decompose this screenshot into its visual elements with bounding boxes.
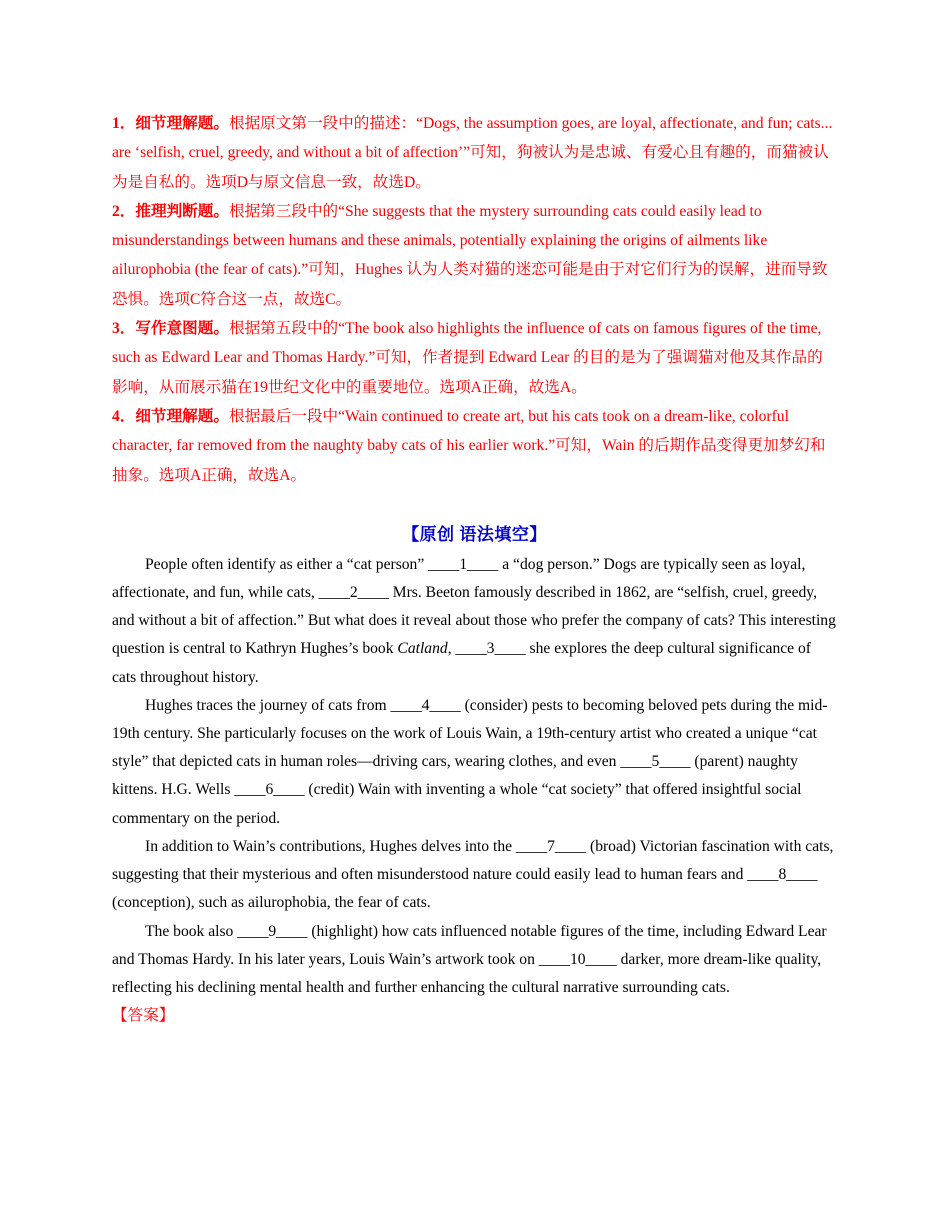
explanation-text: 根据第三段中的“She suggests that the mystery surrounding cats could easily lead to misunderstandings between humans and these animals, potentially explaining the origins of ailments like ailurophobia (the fear of cats).”可知，Hughes 认为人类对猫的迷恋可能是由于对它们行为的误解，进而导致恐惧。选项C符合这一点，故选C。 bbox=[112, 202, 828, 308]
passage-paragraph-2: Hughes traces the journey of cats from ____4____ (consider) pests to becoming beloved pets during the mid-19th century. She particularly focuses on the work of Louis Wain, a 19th-century artist who created a unique “cat style” that depicted cats in human roles—driving cars, wearing clothes, and even ____5____ (parent) naughty kittens. H.G. Wells ____6____ (credit) Wain with inventing a whole “cat society” that offered insightful social commentary on the period. bbox=[112, 696, 828, 827]
explanation-text: 根据原文第一段中的描述：“Dogs, the assumption goes, are loyal, affectionate, and fun; cats... are ‘selfish, cruel, greedy, and without a bit of affection’”可知，狗被认为是忠诚、有爱心且有趣的，而猫被认为是自私的。选项D与原文信息一致，故选D。 bbox=[112, 115, 833, 191]
book-title: Catland bbox=[397, 640, 448, 658]
explanation-label: 1．细节理解题。 bbox=[112, 115, 229, 132]
explanation-label: 4．细节理解题。 bbox=[112, 407, 229, 425]
explanation-text: 根据最后一段中“Wain continued to create art, but his cats took on a dream-like, colorful character, far removed from the naughty baby cats of his earlier work.”可知，Wain 的后期作品变得更加梦幻和抽象。选项A正确，故选A。 bbox=[112, 407, 826, 484]
passage-paragraph-3: In addition to Wain’s contributions, Hughes delves into the ____7____ (broad) Victorian fascination with cats, suggesting that their mysterious and often misunderstood nature could easily lead to human fears and ____8____ (conception), such as ailurophobia, the fear of cats. bbox=[112, 837, 834, 912]
passage-paragraph-1 bbox=[112, 551, 837, 692]
passage-paragraph-4: The book also ____9____ (highlight) how cats influenced notable figures of the time, including Edward Lear and Thomas Hardy. In his later years, Louis Wain’s artwork took on ____10____ darker, more dream-like quality, reflecting his declining mental health and further enhancing the cultural narrative surrounding cats. bbox=[112, 922, 827, 996]
explanation-item-3 bbox=[112, 314, 837, 402]
explanation-item-4 bbox=[112, 402, 837, 490]
passage-text: People often identify as either a “cat person” ____1____ a “dog person.” Dogs are typically seen as loyal, affectionate, and fun, while cats, ____2____ Mrs. Beeton famously described in 1862, are “selfish, cruel, greedy, and without a bit of affection.” But what does it reveal about those who prefer the company of cats? This interesting question is central to Kathryn Hughes’s book bbox=[112, 555, 836, 658]
passage-text: , ____3____ she explores the deep cultural significance of cats throughout history. bbox=[112, 640, 811, 686]
section-title: 【原创 语法填空】 bbox=[402, 524, 547, 544]
explanation-item-1 bbox=[112, 109, 837, 197]
explanation-block bbox=[112, 109, 837, 490]
explanation-item-2 bbox=[112, 197, 837, 314]
answer-label: 【答案】 bbox=[112, 1007, 175, 1025]
explanation-label: 3．写作意图题。 bbox=[112, 320, 229, 338]
explanation-text: 根据第五段中的“The book also highlights the influence of cats on famous figures of the time, such as Edward Lear and Thomas Hardy.”可知，作者提到 Edward Lear 的目的是为了强调猫对他及其作品的影响，从而展示猫在19世纪文化中的重要地位。选项A正确，故选A。 bbox=[112, 320, 823, 396]
cloze-passage bbox=[112, 551, 837, 1002]
document-page bbox=[112, 109, 837, 1030]
explanation-label: 2．推理判断题。 bbox=[112, 202, 229, 220]
